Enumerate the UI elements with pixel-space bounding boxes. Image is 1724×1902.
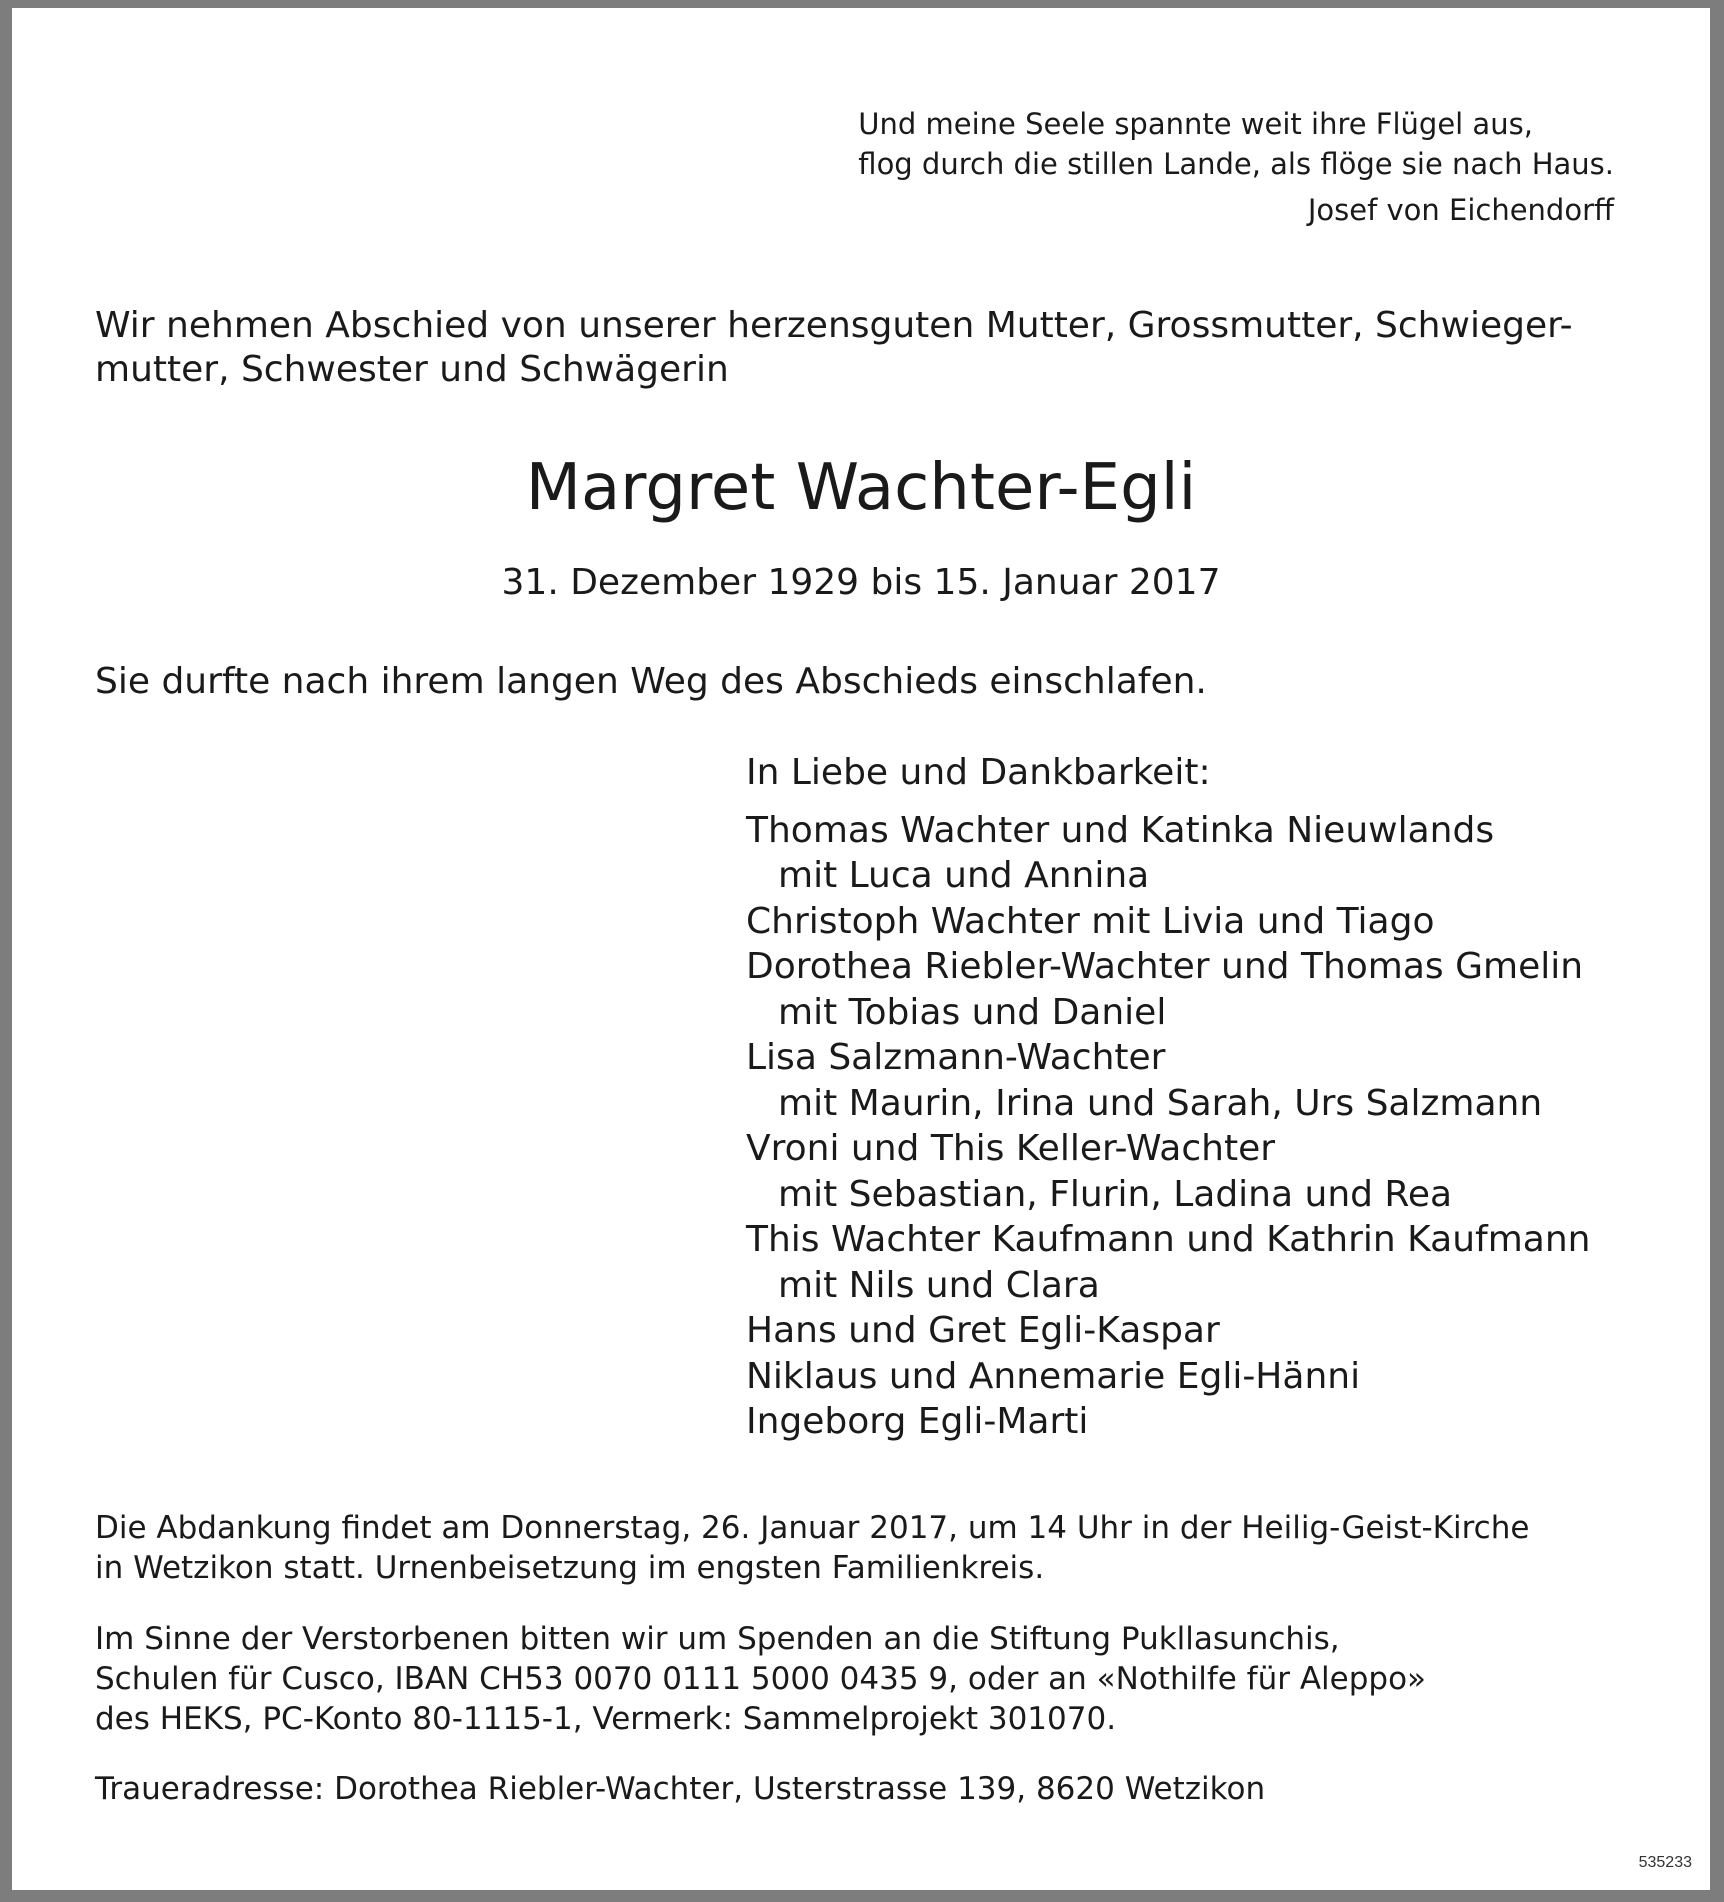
ceremony-line: Die Abdankung findet am Donnerstag, 26. Januar 2017, um 14 Uhr in der Heilig-Geist-Kirche [95, 1510, 1530, 1546]
mourners-heading: In Liebe und Dankbarkeit: [746, 752, 1211, 793]
ceremony-line: in Wetzikon statt. Urnenbeisetzung im engsten Familienkreis. [95, 1550, 1045, 1586]
farewell-sentence: Sie durfte nach ihrem langen Weg des Abschieds einschlafen. [95, 661, 1207, 702]
mourner-line: mit Nils und Clara [778, 1264, 1100, 1306]
ceremony-info [95, 1508, 1529, 1588]
mourner-line: Hans und Gret Egli-Kaspar [746, 1310, 1220, 1351]
mourners-list [746, 750, 1590, 1445]
mourner-line: Thomas Wachter und Katinka Nieuwlands [746, 809, 1495, 851]
life-dates: 31. Dezember 1929 bis 15. Januar 2017 [501, 562, 1221, 603]
donation-line: des HEKS, PC-Konto 80-1115-1, Vermerk: Sammelprojekt 301070. [95, 1701, 1117, 1737]
mourner-line: mit Luca und Annina [778, 855, 1150, 896]
poem-quote [858, 104, 1614, 230]
mourner-line: Lisa Salzmann-Wachter [746, 1037, 1166, 1078]
reference-number: 535233 [1638, 1854, 1692, 1871]
donation-info [95, 1619, 1426, 1739]
mourner-line: Christoph Wachter mit Livia und Tiago [746, 900, 1435, 942]
mourner-line: Niklaus und Annemarie Egli-Hänni [746, 1355, 1361, 1397]
mourning-address: Traueradresse: Dorothea Riebler-Wachter, Usterstrasse 139, 8620 Wetzikon [95, 1771, 1266, 1807]
mourner-line: This Wachter Kaufmann und Kathrin Kaufmann [746, 1219, 1591, 1260]
quote-author: Josef von Eichendorff [1307, 193, 1614, 227]
mourner-line: mit Maurin, Irina und Sarah, Urs Salzmann [778, 1082, 1543, 1124]
mourner-line: Vroni und This Keller-Wachter [746, 1128, 1276, 1169]
intro-line: Wir nehmen Abschied von unserer herzensguten Mutter, Grossmutter, Schwieger- [95, 305, 1573, 346]
intro-text [95, 304, 1635, 392]
donation-line: Schulen für Cusco, IBAN CH53 0070 0111 5000 0435 9, oder an «Nothilfe für Aleppo» [95, 1661, 1427, 1697]
mourner-line: mit Sebastian, Flurin, Ladina und Rea [778, 1173, 1453, 1215]
donation-line: Im Sinne der Verstorbenen bitten wir um Spenden an die Stiftung Pukllasunchis, [95, 1621, 1340, 1657]
intro-line: mutter, Schwester und Schwägerin [95, 349, 729, 390]
obituary-page [12, 8, 1710, 1890]
mourner-line: mit Tobias und Daniel [778, 991, 1167, 1033]
quote-line: Und meine Seele spannte weit ihre Flügel aus, [858, 107, 1533, 141]
mourner-line: Ingeborg Egli-Marti [746, 1401, 1089, 1442]
mourner-line: Dorothea Riebler-Wachter und Thomas Gmelin [746, 946, 1584, 987]
deceased-name: Margret Wachter-Egli [525, 451, 1197, 525]
quote-line: flog durch die stillen Lande, als flöge sie nach Haus. [858, 147, 1614, 181]
